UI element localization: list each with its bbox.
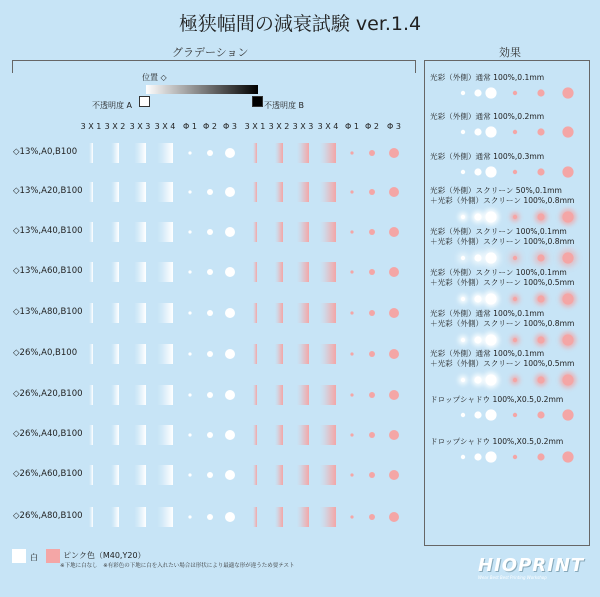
effect-pink-dot [513, 378, 517, 382]
white-gradient-bar [111, 344, 119, 364]
hioprint-logo-tagline: Wear Best Best Printing Workshop [478, 575, 547, 580]
row-label: ◇26%,A40,B100 [13, 429, 83, 439]
effect-description: 光彩（外側）スクリーン 100%,0.1mm [430, 268, 567, 277]
effect-pink-dot [537, 128, 544, 135]
pink-dot [350, 433, 353, 436]
pink-dot [350, 311, 353, 314]
effect-white-dot [461, 130, 465, 134]
effect-pink-dot [537, 336, 544, 343]
pink-dot [369, 269, 375, 275]
effect-description: ＋光彩（外側）スクリーン 100%,0.8mm [430, 319, 575, 328]
effect-white-dot [461, 297, 465, 301]
effect-white-dot [461, 378, 465, 382]
row-label: ◇13%,A80,B100 [13, 307, 83, 317]
effect-pink-dot [562, 409, 573, 420]
pink-dot [350, 151, 353, 154]
column-header: 3 X 4 [154, 122, 176, 131]
effect-white-dot [461, 256, 465, 260]
white-gradient-bar [134, 182, 146, 202]
row-label: ◇26%,A0,B100 [13, 348, 78, 358]
white-gradient-bar [111, 507, 119, 527]
white-gradient-bar [157, 507, 173, 527]
effect-white-dot [474, 295, 481, 302]
pink-dot [369, 514, 375, 520]
pink-gradient-bar [297, 507, 309, 527]
effect-pink-dot [513, 297, 517, 301]
effect-pink-dot [562, 374, 573, 385]
pink-gradient-bar [275, 507, 283, 527]
effect-description: 光彩（外側）通常 100%,0.1mm [430, 73, 545, 82]
effect-white-dot [485, 211, 496, 222]
effect-white-dot [485, 126, 496, 137]
pink-dot [350, 270, 353, 273]
pink-dot [369, 229, 375, 235]
effect-pink-dot [562, 252, 573, 263]
white-gradient-bar [134, 507, 146, 527]
white-gradient-bar [89, 303, 93, 323]
pink-gradient-bar [320, 262, 336, 282]
effect-pink-dot [562, 211, 573, 222]
column-header: Φ 3 [223, 122, 237, 131]
column-header: 3 X 2 [104, 122, 126, 131]
pink-gradient-bar [320, 143, 336, 163]
pink-gradient-bar [253, 182, 257, 202]
effect-pink-dot [513, 91, 517, 95]
pink-dot [369, 189, 375, 195]
pink-dot [389, 430, 399, 440]
column-header: 3 X 3 [129, 122, 151, 131]
pink-gradient-bar [297, 222, 309, 242]
white-gradient-bar [157, 222, 173, 242]
white-dot [188, 433, 191, 436]
pink-gradient-bar [297, 303, 309, 323]
effect-description: ＋光彩（外側）スクリーン 100%,0.5mm [430, 359, 575, 368]
effect-white-dot [461, 170, 465, 174]
white-gradient-bar [134, 465, 146, 485]
white-swatch [12, 549, 26, 563]
row-label: ◇13%,A40,B100 [13, 226, 83, 236]
white-gradient-bar [134, 262, 146, 282]
effect-pink-dot [513, 455, 517, 459]
pink-gradient-bar [253, 507, 257, 527]
white-dot [207, 189, 213, 195]
white-dot [207, 310, 213, 316]
effect-white-dot [474, 168, 481, 175]
effect-white-dot [461, 413, 465, 417]
effect-pink-dot [537, 376, 544, 383]
row-label: ◇26%,A80,B100 [13, 511, 83, 521]
effect-pink-dot [537, 411, 544, 418]
white-dot [207, 229, 213, 235]
pink-gradient-bar [275, 425, 283, 445]
effect-white-dot [461, 215, 465, 219]
effect-pink-dot [537, 453, 544, 460]
pink-gradient-bar [275, 344, 283, 364]
row-label: ◇13%,A60,B100 [13, 266, 83, 276]
white-dot [207, 150, 213, 156]
white-gradient-bar [89, 182, 93, 202]
white-dot [225, 349, 235, 359]
effect-pink-dot [562, 451, 573, 462]
pink-gradient-bar [320, 344, 336, 364]
position-label: 位置 ◇ [142, 73, 167, 82]
effect-description: ＋光彩（外側）スクリーン 100%,0.5mm [430, 278, 575, 287]
white-dot [188, 515, 191, 518]
white-gradient-bar [111, 425, 119, 445]
white-gradient-bar [157, 344, 173, 364]
effect-white-dot [485, 252, 496, 263]
pink-dot [389, 512, 399, 522]
white-dot [225, 512, 235, 522]
pink-gradient-bar [253, 465, 257, 485]
pink-dot [350, 473, 353, 476]
column-header: 3 X 1 [244, 122, 266, 131]
white-gradient-bar [89, 143, 93, 163]
white-gradient-bar [134, 303, 146, 323]
effect-pink-dot [513, 170, 517, 174]
effect-description: 光彩（外側）通常 100%,0.3mm [430, 152, 545, 161]
white-dot [188, 190, 191, 193]
pink-gradient-bar [275, 385, 283, 405]
hioprint-logo: HIOPRINT [478, 555, 585, 576]
white-gradient-bar [134, 425, 146, 445]
white-gradient-bar [89, 385, 93, 405]
pink-gradient-bar [275, 303, 283, 323]
effect-pink-dot [562, 166, 573, 177]
pink-dot [369, 310, 375, 316]
pink-dot [389, 148, 399, 158]
white-gradient-bar [89, 344, 93, 364]
white-dot [225, 187, 235, 197]
pink-swatch [46, 549, 60, 563]
white-dot [225, 470, 235, 480]
white-dot [188, 473, 191, 476]
row-label: ◇26%,A20,B100 [13, 389, 83, 399]
effect-white-dot [461, 338, 465, 342]
pink-gradient-bar [297, 182, 309, 202]
effect-pink-dot [513, 256, 517, 260]
column-header: 3 X 3 [292, 122, 314, 131]
white-gradient-bar [157, 182, 173, 202]
white-gradient-bar [111, 143, 119, 163]
effect-white-dot [461, 455, 465, 459]
column-header: 3 X 2 [268, 122, 290, 131]
white-gradient-bar [89, 222, 93, 242]
effect-pink-dot [537, 295, 544, 302]
effect-white-dot [474, 89, 481, 96]
pink-gradient-bar [297, 465, 309, 485]
pink-dot [369, 432, 375, 438]
white-dot [207, 351, 213, 357]
pink-dot [369, 150, 375, 156]
white-dot [225, 390, 235, 400]
white-dot [207, 432, 213, 438]
pink-dot [389, 349, 399, 359]
effect-pink-dot [537, 168, 544, 175]
effect-pink-dot [537, 89, 544, 96]
effect-pink-dot [537, 254, 544, 261]
white-gradient-bar [111, 303, 119, 323]
effect-white-dot [485, 293, 496, 304]
effect-description: 光彩（外側）通常 100%,0.1mm [430, 349, 545, 358]
white-gradient-bar [157, 143, 173, 163]
white-gradient-bar [111, 262, 119, 282]
pink-gradient-bar [275, 182, 283, 202]
white-gradient-bar [111, 465, 119, 485]
white-dot [207, 392, 213, 398]
white-gradient-bar [157, 385, 173, 405]
column-header: Φ 1 [345, 122, 359, 131]
pink-dot [389, 470, 399, 480]
white-gradient-bar [134, 385, 146, 405]
legend-note: ※下地に白なし ※有彩色の下地に白を入れたい場合は形状により最適な形が違うため要テスト [60, 563, 295, 569]
pink-label: ピンク色（M40,Y20） [63, 551, 146, 560]
pink-gradient-bar [320, 425, 336, 445]
effects-section-title: 効果 [499, 46, 521, 59]
pink-dot [389, 390, 399, 400]
column-header: 3 X 1 [80, 122, 102, 131]
effect-white-dot [485, 409, 496, 420]
white-dot [225, 308, 235, 318]
effect-white-dot [474, 128, 481, 135]
white-dot [225, 430, 235, 440]
pink-gradient-bar [253, 262, 257, 282]
effect-white-dot [474, 336, 481, 343]
effect-pink-dot [562, 293, 573, 304]
white-dot [225, 227, 235, 237]
pink-gradient-bar [253, 425, 257, 445]
effect-white-dot [474, 376, 481, 383]
pink-gradient-bar [275, 222, 283, 242]
pink-dot [369, 392, 375, 398]
effect-pink-dot [537, 213, 544, 220]
pink-gradient-bar [275, 143, 283, 163]
pink-dot [350, 352, 353, 355]
column-header: Φ 2 [365, 122, 379, 131]
white-gradient-bar [134, 143, 146, 163]
effect-description: 光彩（外側）通常 100%,0.1mm [430, 309, 545, 318]
pink-gradient-bar [320, 303, 336, 323]
white-dot [188, 311, 191, 314]
effect-description: ドロップシャドウ 100%,X0.5,0.2mm [430, 395, 564, 404]
pink-gradient-bar [253, 385, 257, 405]
effect-white-dot [485, 87, 496, 98]
pink-gradient-bar [253, 344, 257, 364]
pink-gradient-bar [320, 507, 336, 527]
effect-white-dot [474, 411, 481, 418]
effect-description: 光彩（外側）通常 100%,0.2mm [430, 112, 545, 121]
white-dot [188, 151, 191, 154]
row-label: ◇26%,A60,B100 [13, 469, 83, 479]
column-header: Φ 2 [203, 122, 217, 131]
effect-description: 光彩（外側）スクリーン 50%,0.1mm [430, 186, 562, 195]
pink-gradient-bar [320, 465, 336, 485]
effect-pink-dot [562, 87, 573, 98]
effect-pink-dot [513, 215, 517, 219]
pink-gradient-bar [297, 262, 309, 282]
white-gradient-bar [157, 465, 173, 485]
white-gradient-bar [111, 385, 119, 405]
page-title: 極狭幅間の減衰試験 ver.1.4 [178, 13, 422, 35]
pink-dot [389, 227, 399, 237]
effect-pink-dot [562, 334, 573, 345]
column-header: Φ 3 [387, 122, 401, 131]
column-header: 3 X 4 [317, 122, 339, 131]
pink-gradient-bar [297, 143, 309, 163]
pink-gradient-bar [275, 262, 283, 282]
effect-white-dot [485, 374, 496, 385]
white-gradient-bar [134, 344, 146, 364]
white-gradient-bar [89, 465, 93, 485]
white-dot [188, 230, 191, 233]
row-label: ◇13%,A0,B100 [13, 147, 78, 157]
pink-gradient-bar [253, 222, 257, 242]
white-dot [207, 514, 213, 520]
white-gradient-bar [111, 222, 119, 242]
pink-gradient-bar [320, 385, 336, 405]
white-dot [188, 393, 191, 396]
pink-dot [369, 472, 375, 478]
pink-gradient-bar [253, 303, 257, 323]
effect-white-dot [461, 91, 465, 95]
white-gradient-bar [157, 262, 173, 282]
white-gradient-bar [89, 425, 93, 445]
pink-gradient-bar [297, 344, 309, 364]
effect-pink-dot [513, 413, 517, 417]
effect-description: ＋光彩（外側）スクリーン 100%,0.8mm [430, 237, 575, 246]
white-label: 白 [30, 553, 38, 562]
white-gradient-bar [157, 303, 173, 323]
pink-gradient-bar [320, 182, 336, 202]
white-dot [225, 267, 235, 277]
row-label: ◇13%,A20,B100 [13, 186, 83, 196]
white-gradient-bar [89, 507, 93, 527]
effect-white-dot [485, 451, 496, 462]
pink-dot [350, 190, 353, 193]
effect-white-dot [485, 334, 496, 345]
opacity-b-label: 不透明度 B [264, 101, 305, 110]
gradation-section-title: グラデーション [172, 46, 249, 59]
effect-pink-dot [513, 130, 517, 134]
effect-white-dot [485, 166, 496, 177]
pink-dot [389, 308, 399, 318]
pink-dot [350, 230, 353, 233]
pink-gradient-bar [297, 385, 309, 405]
pink-gradient-bar [320, 222, 336, 242]
effect-pink-dot [562, 126, 573, 137]
pink-dot [369, 351, 375, 357]
pink-gradient-bar [275, 465, 283, 485]
white-gradient-bar [111, 182, 119, 202]
effect-white-dot [474, 213, 481, 220]
white-gradient-bar [89, 262, 93, 282]
white-dot [207, 269, 213, 275]
column-header: Φ 1 [183, 122, 197, 131]
effect-description: ＋光彩（外側）スクリーン 100%,0.8mm [430, 196, 575, 205]
pink-dot [389, 267, 399, 277]
pink-gradient-bar [297, 425, 309, 445]
white-dot [188, 352, 191, 355]
white-gradient-bar [157, 425, 173, 445]
pink-dot [389, 187, 399, 197]
pink-dot [350, 515, 353, 518]
white-dot [188, 270, 191, 273]
effect-description: 光彩（外側）スクリーン 100%,0.1mm [430, 227, 567, 236]
pink-dot [350, 393, 353, 396]
pink-gradient-bar [253, 143, 257, 163]
white-gradient-bar [134, 222, 146, 242]
opacity-a-label: 不透明度 A [92, 101, 133, 110]
effect-white-dot [474, 453, 481, 460]
white-dot [225, 148, 235, 158]
effect-pink-dot [513, 338, 517, 342]
effect-description: ドロップシャドウ 100%,X0.5,0.2mm [430, 437, 564, 446]
white-dot [207, 472, 213, 478]
effect-white-dot [474, 254, 481, 261]
